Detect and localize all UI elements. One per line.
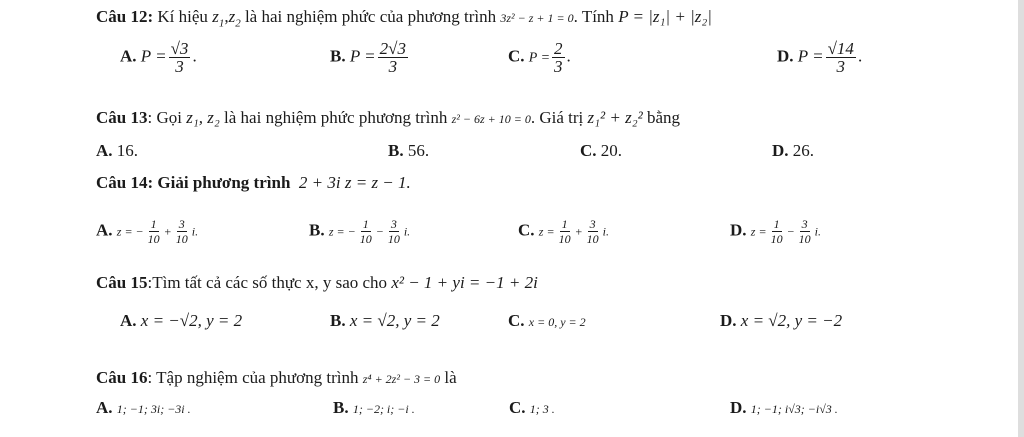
option-16-b[interactable]: B. 1; −2; i; −i .	[333, 398, 415, 417]
option-13-b[interactable]: B. 56.	[388, 141, 430, 160]
equation: 3z² − z + 1 = 0	[500, 11, 574, 25]
option-14-b[interactable]: B. z = − $\frac{1}{10}$ − $\frac{3}{10}$ i.	[309, 217, 411, 246]
option-16-d[interactable]: D. 1; −1; i√3; −i√3 .	[730, 398, 838, 417]
option-15-a[interactable]: A. x = −√2, y = 2	[120, 311, 243, 330]
option-13-a[interactable]: A. 16.	[96, 141, 139, 160]
option-14-d[interactable]: D. z = $\frac{1}{10}$ − $\frac{3}{10}$ i.	[730, 217, 822, 246]
option-13-d[interactable]: D. 26.	[772, 141, 815, 160]
option-15-b[interactable]: B. x = √2, y = 2	[330, 311, 440, 330]
question-16-label: Câu 16	[96, 368, 148, 387]
page-edge-shadow	[1018, 0, 1024, 437]
question-15-label: Câu 15	[96, 273, 148, 292]
question-13-label: Câu 13	[96, 108, 148, 127]
question-15-stem: Câu 15:Tìm tất cả các số thực x, y sao cho x² − 1 + yi = −1 + 2i	[96, 273, 538, 292]
option-13-c[interactable]: C. 20.	[580, 141, 623, 160]
question-12-label: Câu 12:	[96, 7, 154, 26]
option-14-a[interactable]: A. z = − $\frac{1}{10}$ + $\frac{3}{10}$ i.	[96, 217, 199, 246]
option-12-d[interactable]: D. P = $\frac{√14}{3}$ .	[777, 39, 863, 76]
option-12-c[interactable]: C. P = $\frac{2}{3}$ .	[508, 39, 571, 76]
question-14-stem: Câu 14: Giải phương trình 2 + 3i z = z − 1.	[96, 173, 411, 192]
option-15-c[interactable]: C. x = 0, y = 2	[508, 311, 586, 330]
option-14-c[interactable]: C. z = $\frac{1}{10}$ + $\frac{3}{10}$ i.	[518, 217, 610, 246]
question-14-label: Câu 14:	[96, 173, 154, 192]
question-16-stem: Câu 16: Tập nghiệm của phương trình z⁴ + 2z² − 3 = 0 là	[96, 368, 457, 387]
question-12-stem: Câu 12: Kí hiệu $z_1,z_2$ là hai nghiệm phức của phương trình 3z² − z + 1 = 0. Tính P = |z₁| + |z₂|	[96, 7, 712, 30]
equation: z² − 6z + 10 = 0	[451, 112, 531, 126]
option-16-c[interactable]: C. 1; 3 .	[509, 398, 555, 417]
option-12-a[interactable]: A. P = $\frac{√3}{3}$ .	[120, 39, 197, 76]
option-12-b[interactable]: B. P = $\frac{2√3}{3}$	[330, 39, 406, 76]
equation: x² − 1 + yi = −1 + 2i	[391, 273, 538, 292]
equation: z⁴ + 2z² − 3 = 0	[362, 372, 441, 386]
option-15-d[interactable]: D. x = √2, y = −2	[720, 311, 843, 330]
question-13-stem: Câu 13: Gọi z₁, z₂ là hai nghiệm phức phương trình z² − 6z + 10 = 0. Giá trị z₁² + z₂² bằng	[96, 108, 681, 127]
equation: 2 + 3i z = z − 1.	[298, 173, 411, 192]
option-16-a[interactable]: A. 1; −1; 3i; −3i .	[96, 398, 191, 417]
